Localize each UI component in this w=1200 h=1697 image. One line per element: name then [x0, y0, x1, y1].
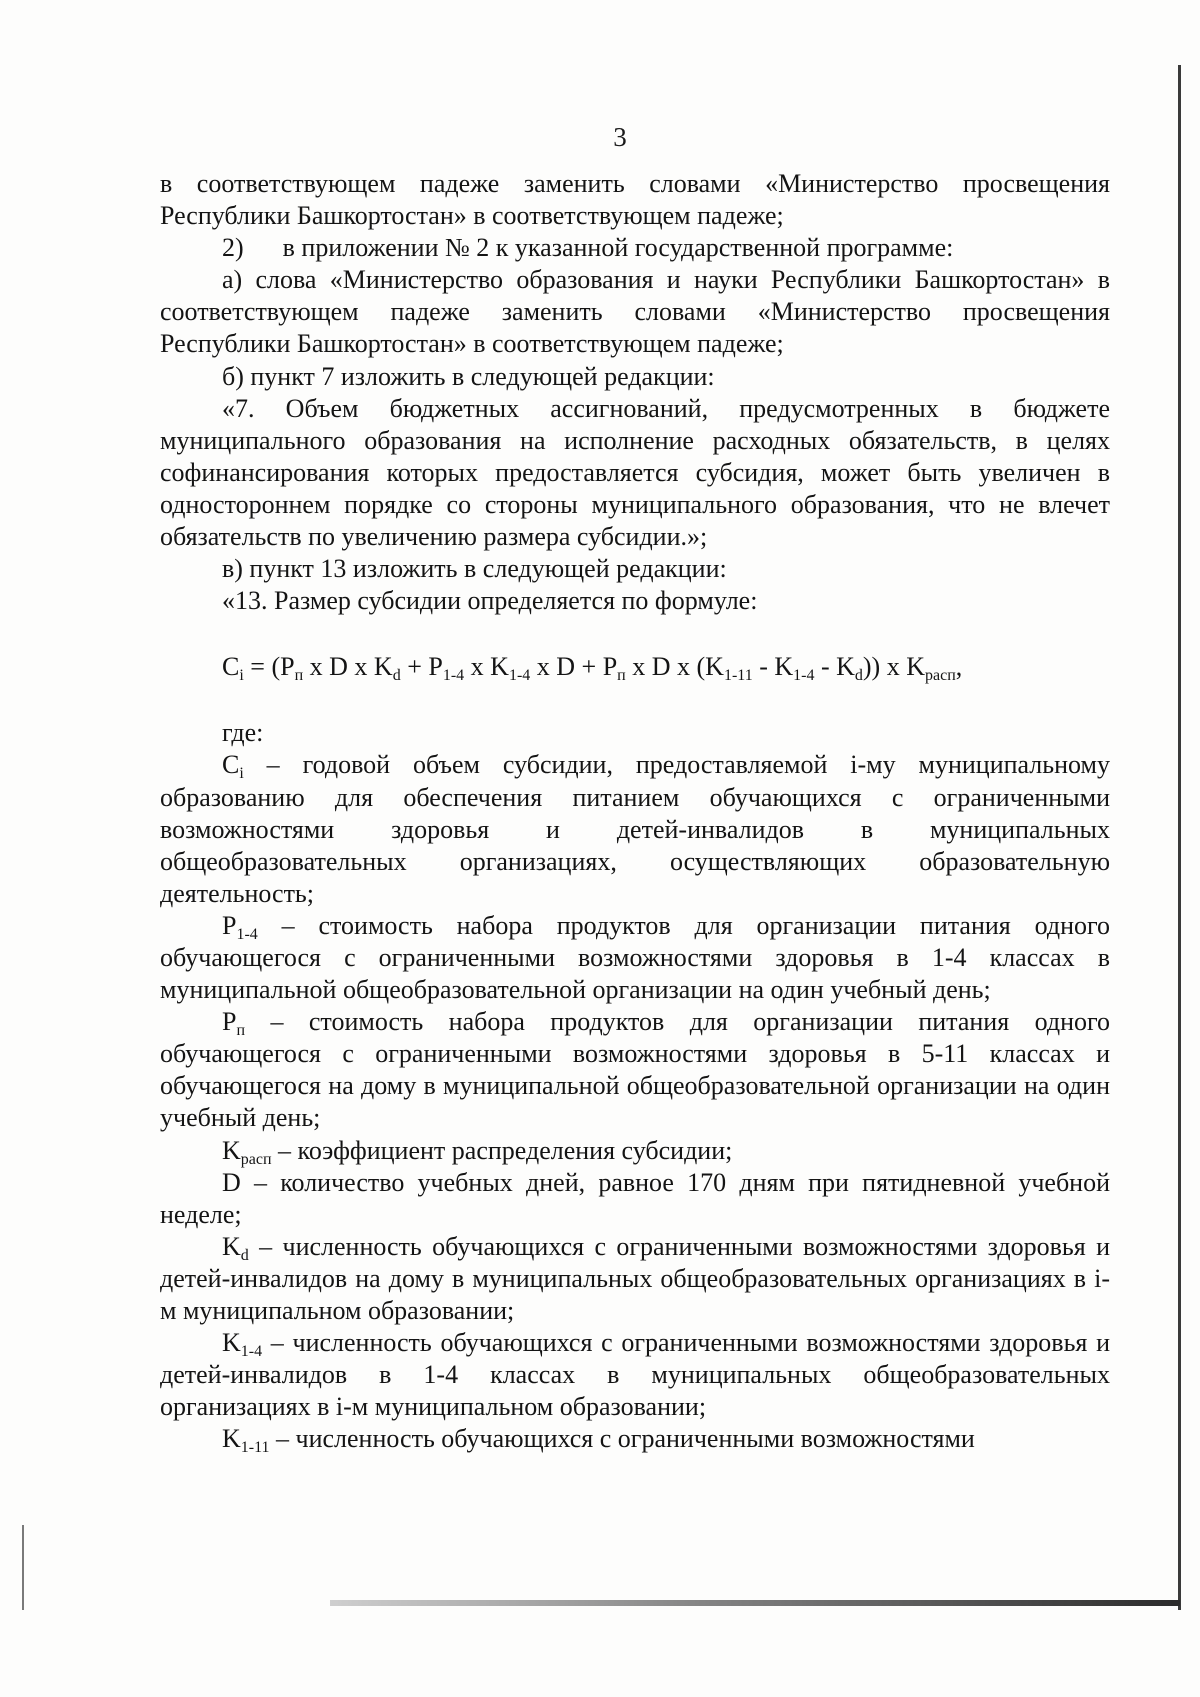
definition-symbol: P	[222, 1007, 237, 1037]
definition-ci	[160, 749, 1110, 909]
formula-part: + P	[400, 652, 443, 682]
formula-subscript: 1-4	[442, 667, 465, 685]
paragraph: в) пункт 13 изложить в следующей редакции:	[222, 554, 727, 584]
where-label: где:	[222, 718, 264, 748]
paragraph: в соответствующем падеже заменить словами «Министерство просвещения Республики Башкортостан» в соответствующем падеже;	[160, 169, 1110, 231]
formula-part: C	[222, 652, 240, 682]
document-body	[160, 168, 1110, 1455]
definition-text: – коэффициент распределения субсидии;	[271, 1135, 733, 1165]
paragraph: а) слова «Министерство образования и науки Республики Башкортостан» в соответствующем падеже заменить словами «Министерство просвещения Республики Башкортостан» в соответствующем падеже;	[160, 265, 1110, 359]
definition-symbol: C	[222, 750, 240, 780]
paragraph: б) пункт 7 изложить в следующей редакции:	[222, 361, 715, 391]
definition-kd	[160, 1231, 1110, 1327]
definition-d	[160, 1167, 1110, 1231]
definition-text: – численность обучающихся с ограниченными возможностями	[269, 1424, 975, 1454]
formula-subscript: п	[617, 667, 626, 685]
definition-subscript: 1-4	[240, 1343, 263, 1361]
paragraph: «7. Объем бюджетных ассигнований, предусмотренных в бюджете муниципального образования на исполнение расходных обязательств, в целях софинансирования которых предоставляется субсидия, может быть увеличен в одностороннем порядке со стороны муниципального образования, что не влечет обязательств по увеличению размера субсидии.»;	[160, 393, 1110, 552]
formula-subscript: i	[239, 667, 244, 685]
definition-subscript: 1-11	[240, 1439, 270, 1457]
definition-symbol: K	[222, 1231, 241, 1261]
formula-part: x D x K	[303, 652, 393, 682]
formula-part: )) x K	[862, 652, 925, 682]
page-number: 3	[613, 122, 627, 152]
definition-symbol: D	[222, 1167, 241, 1197]
formula-subscript: 1-4	[508, 667, 531, 685]
definition-text: – численность обучающихся с ограниченными возможностями здоровья и детей-инвалидов на дому в муниципальных общеобразовательных организациях в i-м муниципальном образовании;	[160, 1231, 1110, 1325]
formula-part: x K	[464, 652, 509, 682]
formula-part: x D x (K	[625, 652, 724, 682]
definition-text: – количество учебных дней, равное 170 дням при пятидневной учебной неделе;	[160, 1167, 1110, 1229]
formula-part: - K	[752, 652, 794, 682]
formula-part: ,	[955, 652, 963, 682]
definition-text: – годовой объем субсидии, предоставляемой i-му муниципальному образованию для обеспечения питанием обучающихся с ограниченными возможностями здоровья и детей-инвалидов в муниципальных общеобразовательных организациях, осуществляющих образовательную деятельность;	[160, 750, 1110, 908]
definition-subscript: расп	[240, 1150, 272, 1168]
definition-text: – стоимость набора продуктов для организации питания одного обучающегося с ограниченными возможностями здоровья в 5-11 классах и обучающегося на дому в муниципальной общеобразовательной организации на один учебный день;	[160, 1007, 1110, 1133]
definition-subscript: п	[236, 1022, 246, 1040]
formula-subscript: 1-4	[793, 667, 815, 685]
definition-symbol: K	[222, 1135, 241, 1165]
formula-subscript: п	[294, 667, 304, 685]
definition-k1-4	[160, 1327, 1110, 1423]
definition-subscript: 1-4	[236, 925, 258, 943]
definition-subscript: d	[240, 1246, 249, 1264]
formula-subscript: расп	[924, 667, 956, 685]
formula-part: = (P	[243, 652, 295, 682]
definition-symbol: P	[222, 910, 237, 940]
definition-subscript: i	[239, 765, 244, 783]
definition-text: – численность обучающихся с ограниченными возможностями здоровья и детей-инвалидов в 1-4 классах в муниципальных общеобразовательных организациях в i-м муниципальном образовании;	[160, 1328, 1110, 1422]
formula-part: x D + P	[530, 652, 618, 682]
definition-p1-4	[160, 910, 1110, 1006]
paragraph: «13. Размер субсидии определяется по формуле:	[222, 586, 758, 616]
scan-edge-left	[22, 1525, 24, 1610]
formula-part: - K	[814, 652, 855, 682]
formula-subscript: d	[854, 667, 863, 685]
formula-subscript: d	[392, 667, 401, 685]
scan-edge-bottom	[330, 1600, 1180, 1606]
definition-symbol: K	[222, 1328, 241, 1358]
scan-edge-right	[1178, 65, 1181, 1610]
definition-symbol: K	[222, 1424, 241, 1454]
definition-k1-11	[160, 1423, 1110, 1455]
definition-pp	[160, 1006, 1110, 1134]
formula-subscript: 1-11	[723, 667, 753, 685]
paragraph: 2) в приложении № 2 к указанной государственной программе:	[222, 233, 954, 263]
definition-krasp	[160, 1135, 1110, 1167]
subsidy-formula	[222, 650, 1110, 684]
definition-text: – стоимость набора продуктов для организации питания одного обучающегося с ограниченными возможностями здоровья в 1-4 классах в муниципальной общеобразовательной организации на один учебный день;	[160, 910, 1110, 1005]
